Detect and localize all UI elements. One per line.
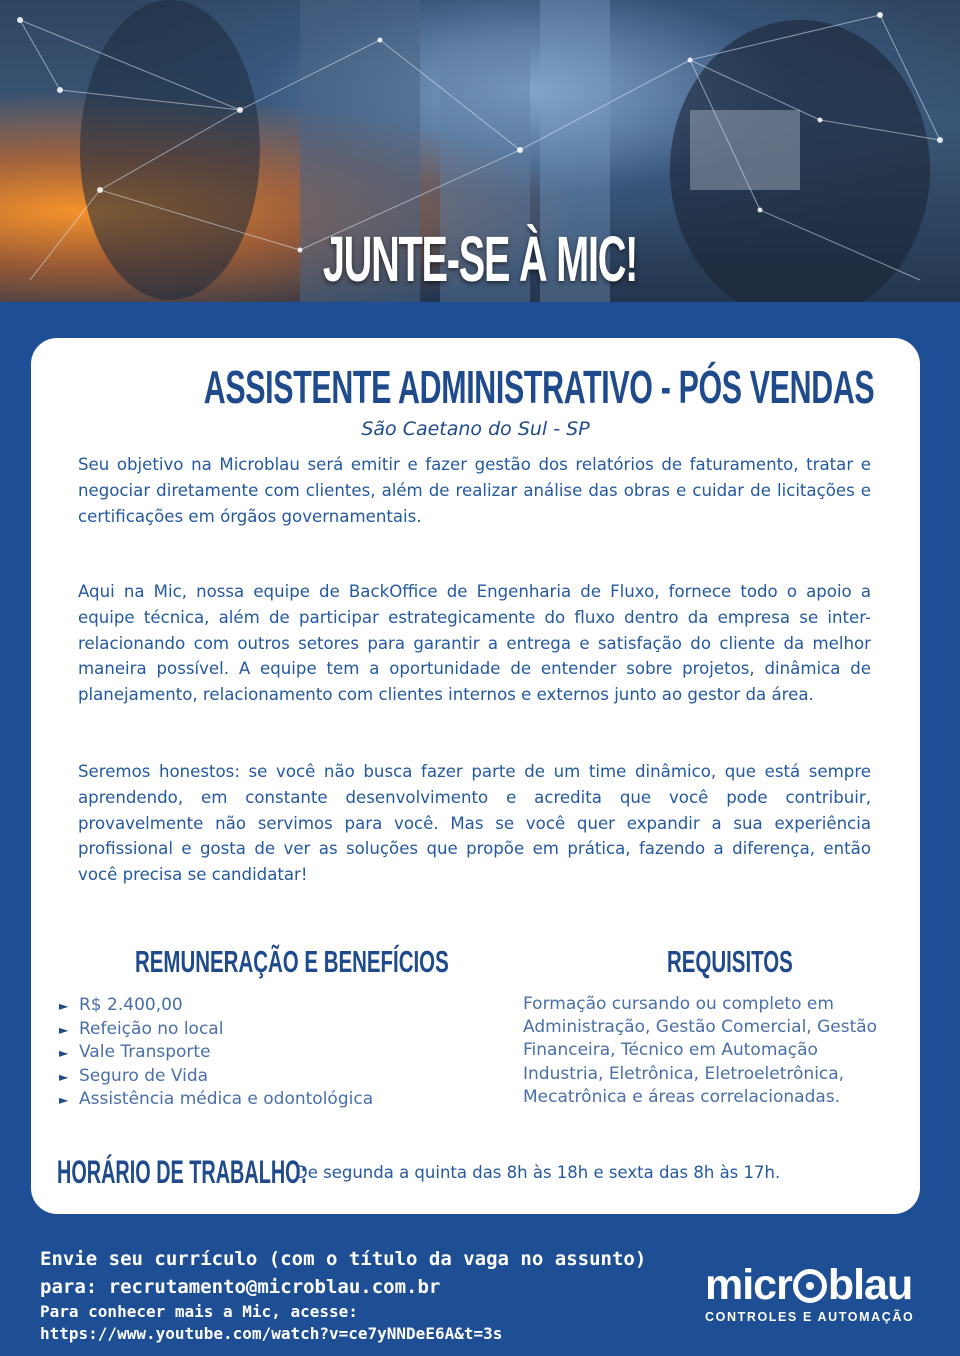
logo-word-start: micr [705, 1261, 792, 1309]
application-instructions [40, 1245, 646, 1345]
logo-o-icon [793, 1269, 827, 1303]
logo-word-end: blau [827, 1261, 913, 1309]
bullet-arrow-icon: ► [59, 1069, 69, 1084]
job-description-paragraph: Seu objetivo na Microblau será emitir e fazer gestão dos relatórios de faturamento, tratar e negociar diretamente com clientes, além de realizar análise das obras e cuidar de licitações e certificações em órgãos governamentais. [78, 455, 871, 526]
list-item [59, 1018, 373, 1042]
benefit-salary: R$ 2.400,00 [79, 995, 183, 1015]
list-item [59, 1041, 373, 1065]
hero-headline: JUNTE-SE À MIC! [322, 223, 638, 295]
work-hours-label: HORÁRIO DE TRABALHO: [57, 1154, 308, 1190]
job-title [31, 360, 920, 414]
benefit-health-dental: Assistência médica e odontológica [79, 1089, 374, 1110]
benefits-list [59, 994, 373, 1112]
youtube-link[interactable]: https://www.youtube.com/watch?v=ce7yNNDeE6A&t=3s [40, 1324, 503, 1343]
microblau-logo [705, 1262, 914, 1324]
bullet-arrow-icon: ► [59, 1022, 69, 1037]
requirements-text: Formação cursando ou completo em Administração, Gestão Comercial, Gestão Financeira, Técnico em Automação Industria, Eletrônica, Eletroeletrônica, Mecatrônica e áreas correlacionadas. [523, 994, 878, 1107]
list-item [59, 1065, 373, 1089]
candidate-fit-paragraph: Seremos honestos: se você não busca fazer parte de um time dinâmico, que está sempre aprendendo, em constante desenvolvimento e acredita que você pode contribuir, provavelmente não servimos para você. Mas se você quer expandir a sua experiência profissional e gosta de ver as soluções que propõe em prática, fazendo a diferença, então você precisa se candidatar! [78, 762, 871, 885]
recruitment-email[interactable]: para: recrutamento@microblau.com.br [40, 1276, 441, 1298]
apply-instruction-line: Envie seu currículo (com o título da vaga no assunto) [40, 1248, 647, 1270]
benefits-heading: REMUNERAÇÃO E BENEFÍCIOS [135, 944, 449, 979]
logo-tagline: CONTROLES E AUTOMAÇÃO [705, 1310, 915, 1324]
job-card [31, 338, 920, 1214]
learn-more-line: Para conhecer mais a Mic, acesse: [40, 1302, 358, 1321]
hero-banner [0, 0, 960, 302]
job-title-text: ASSISTENTE ADMINISTRATIVO - PÓS VENDAS [203, 361, 875, 413]
list-item [59, 1088, 373, 1112]
job-location: São Caetano do Sul - SP [361, 418, 590, 440]
bullet-arrow-icon: ► [59, 1046, 69, 1061]
team-description-paragraph: Aqui na Mic, nossa equipe de BackOffice de Engenharia de Fluxo, fornece todo o apoio a equipe técnica, além de participar estrategicamente do fluxo dentro da empresa se inter-relacionando com outros setores para garantir a entrega e satisfação do cliente da melhor maneira possível. A equipe tem a oportunidade de entender sobre projetos, dinâmica de planejamento, relacionamento com clientes internos e externos junto ao gestor da área. [78, 582, 871, 705]
logo-wordmark [705, 1262, 914, 1308]
benefit-transport: Vale Transporte [79, 1042, 211, 1063]
list-item [59, 994, 373, 1018]
benefit-meal: Refeição no local [79, 1018, 224, 1039]
bullet-arrow-icon: ► [59, 999, 69, 1013]
benefit-life-insurance: Seguro de Vida [79, 1065, 209, 1086]
requirements-heading: REQUISITOS [667, 944, 793, 979]
bullet-arrow-icon: ► [59, 1093, 69, 1108]
work-hours [57, 1154, 780, 1191]
work-hours-text: De segunda a quinta das 8h às 18h e sexta das 8h às 17h. [295, 1163, 781, 1182]
